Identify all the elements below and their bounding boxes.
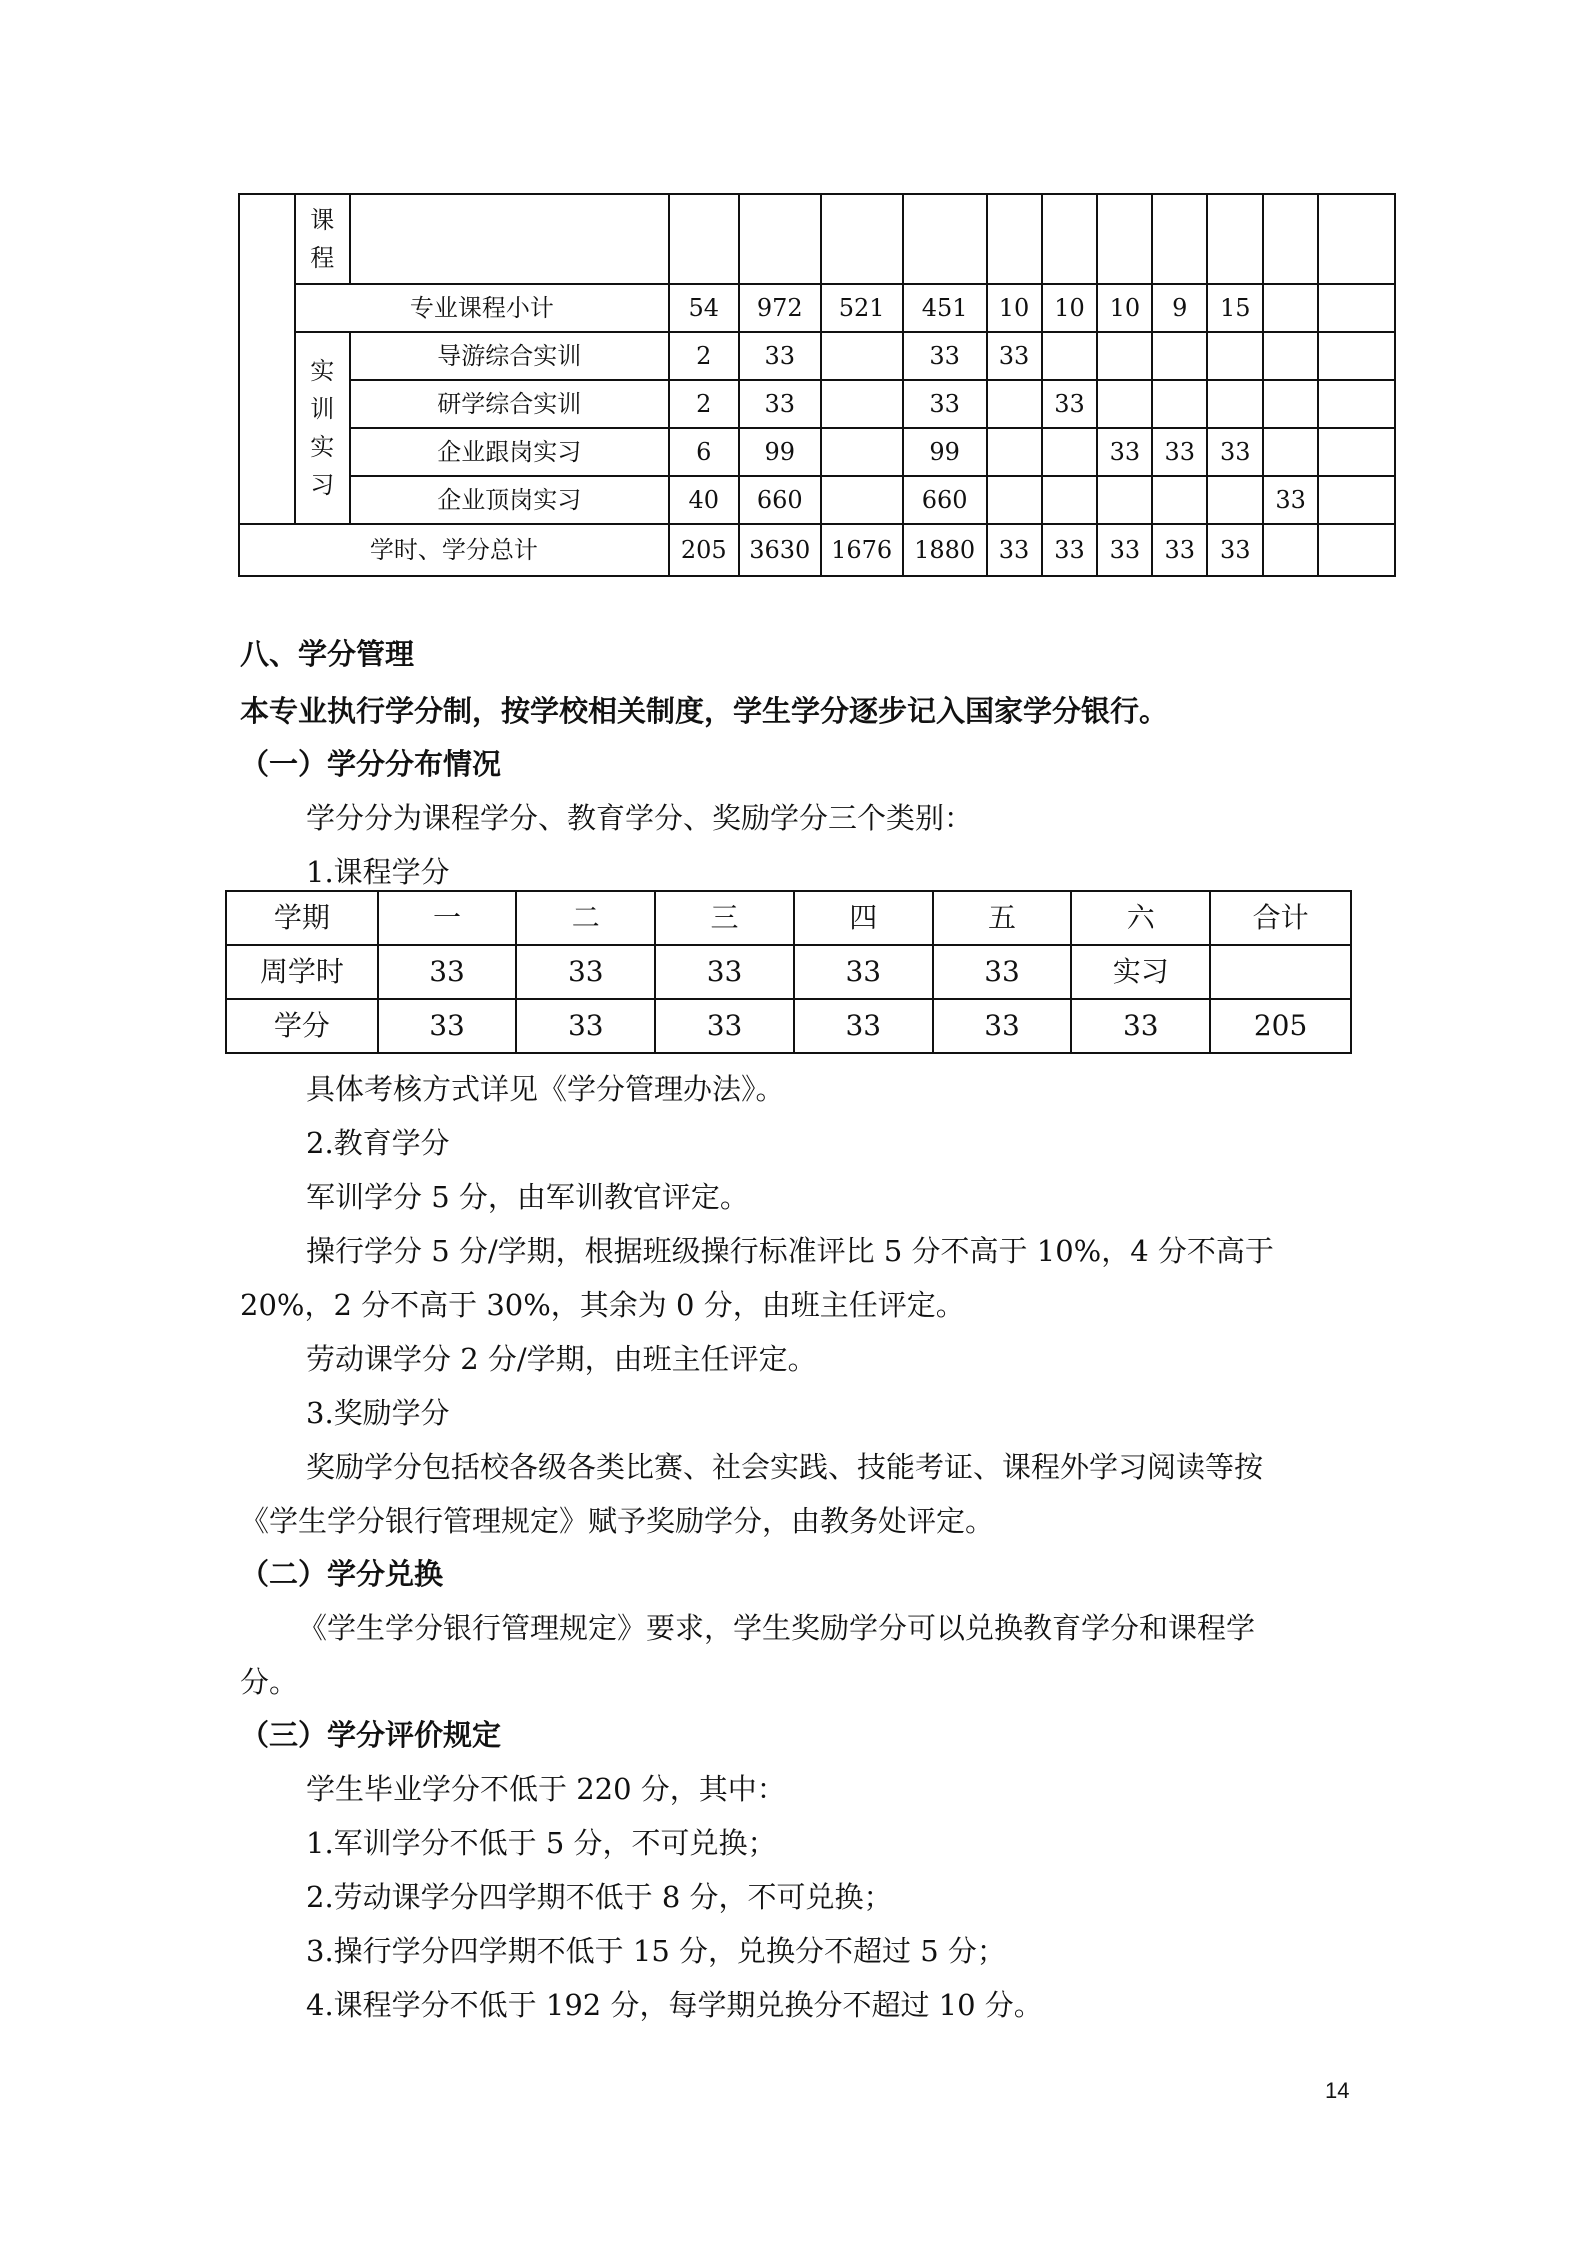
table-cell — [1263, 380, 1318, 428]
paragraph: 操行学分 5 分/学期，根据班级操行标准评比 5 分不高于 10%，4 分不高于 — [306, 1234, 1274, 1268]
row-label: 企业顶岗实习 — [350, 476, 669, 524]
list-item: 3.奖励学分 — [306, 1396, 450, 1430]
label-char: 课 — [310, 206, 335, 234]
table-cell: 33 — [794, 999, 933, 1053]
table-cell: 15 — [1207, 284, 1263, 332]
table-cell: 2 — [669, 380, 739, 428]
vertical-label — [295, 194, 350, 284]
paragraph: 奖励学分包括校各级各类比赛、社会实践、技能考证、课程外学习阅读等按 — [306, 1450, 1264, 1484]
table-cell: 1676 — [821, 524, 903, 576]
table-cell — [987, 476, 1042, 524]
table-cell — [1318, 524, 1395, 576]
table-header-row — [226, 891, 1351, 945]
table-cell — [669, 194, 739, 284]
table-cell: 33 — [1152, 524, 1207, 576]
table-cell — [1318, 194, 1395, 284]
header-cell: 二 — [516, 891, 655, 945]
paragraph: 学分分为课程学分、教育学分、奖励学分三个类别： — [306, 801, 974, 835]
table-cell: 54 — [669, 284, 739, 332]
table-cell: 33 — [739, 332, 821, 380]
paragraph: 《学生学分银行管理规定》要求，学生奖励学分可以兑换教育学分和课程学 — [298, 1611, 1256, 1645]
credit-distribution-table — [225, 890, 1352, 1054]
table-cell — [1152, 476, 1207, 524]
table-cell: 33 — [1071, 999, 1210, 1053]
table-cell — [350, 194, 669, 284]
table-cell — [1318, 428, 1395, 476]
label-char: 训 — [310, 395, 335, 423]
table-cell: 660 — [903, 476, 987, 524]
table-cell — [1042, 332, 1098, 380]
table-row — [239, 428, 1395, 476]
table-cell: 451 — [903, 284, 987, 332]
row-label: 学时、学分总计 — [239, 524, 669, 576]
table-cell: 33 — [655, 999, 794, 1053]
paragraph-continued: 《学生学分银行管理规定》赋予奖励学分，由教务处评定。 — [240, 1504, 995, 1538]
table-cell: 33 — [987, 332, 1042, 380]
table-cell: 33 — [1042, 524, 1098, 576]
header-cell: 合计 — [1210, 891, 1351, 945]
table-cell — [1042, 428, 1098, 476]
table-cell: 33 — [378, 999, 517, 1053]
course-hours-table — [238, 193, 1396, 577]
table-cell — [821, 332, 903, 380]
section-heading: 八、学分管理 — [240, 637, 415, 671]
table-cell — [1318, 284, 1395, 332]
table-cell: 660 — [739, 476, 821, 524]
list-item: 1.课程学分 — [306, 855, 450, 889]
table-cell — [987, 428, 1042, 476]
subsection-heading: （二）学分兑换 — [240, 1557, 444, 1591]
table-row — [239, 476, 1395, 524]
table-cell — [1207, 194, 1263, 284]
list-item: 1.军训学分不低于 5 分，不可兑换； — [306, 1826, 777, 1860]
table-cell — [739, 194, 821, 284]
table-cell: 学分 — [226, 999, 378, 1053]
table-cell: 33 — [933, 945, 1072, 999]
table-cell: 9 — [1152, 284, 1207, 332]
row-label: 导游综合实训 — [350, 332, 669, 380]
label-char: 实 — [310, 433, 335, 461]
table-row — [226, 945, 1351, 999]
header-cell: 三 — [655, 891, 794, 945]
table-cell: 33 — [987, 524, 1042, 576]
table-cell — [1152, 332, 1207, 380]
table-cell: 33 — [739, 380, 821, 428]
table-cell: 40 — [669, 476, 739, 524]
table-cell — [821, 428, 903, 476]
list-item: 3.操行学分四学期不低于 15 分，兑换分不超过 5 分； — [306, 1934, 1006, 1968]
table-cell: 33 — [903, 332, 987, 380]
table-row — [239, 194, 1395, 284]
table-cell — [1152, 194, 1207, 284]
table-cell — [1097, 332, 1152, 380]
paragraph: 劳动课学分 2 分/学期，由班主任评定。 — [306, 1342, 817, 1376]
table-cell: 33 — [1207, 428, 1263, 476]
row-label: 企业跟岗实习 — [350, 428, 669, 476]
table-cell — [1263, 428, 1318, 476]
table-cell: 99 — [739, 428, 821, 476]
table-cell — [1152, 380, 1207, 428]
table-cell — [1207, 380, 1263, 428]
paragraph: 学生毕业学分不低于 220 分，其中： — [306, 1772, 786, 1806]
table-cell — [1097, 194, 1152, 284]
list-item: 2.教育学分 — [306, 1126, 450, 1160]
header-cell: 六 — [1071, 891, 1210, 945]
table-cell: 33 — [516, 945, 655, 999]
table-cell — [1263, 332, 1318, 380]
list-item: 4.课程学分不低于 192 分，每学期兑换分不超过 10 分。 — [306, 1988, 1043, 2022]
table-cell: 33 — [1207, 524, 1263, 576]
table-cell — [239, 194, 295, 524]
table-cell — [1207, 332, 1263, 380]
intro-paragraph: 本专业执行学分制，按学校相关制度，学生学分逐步记入国家学分银行。 — [240, 694, 1169, 728]
table-cell: 实习 — [1071, 945, 1210, 999]
table-cell — [821, 476, 903, 524]
table-row — [226, 999, 1351, 1053]
table-cell — [821, 380, 903, 428]
table-cell — [1210, 945, 1351, 999]
vertical-label — [295, 332, 350, 524]
table-cell: 33 — [655, 945, 794, 999]
table-cell: 10 — [1042, 284, 1098, 332]
table-cell: 周学时 — [226, 945, 378, 999]
table-cell: 99 — [903, 428, 987, 476]
table-cell: 2 — [669, 332, 739, 380]
table-cell — [1097, 476, 1152, 524]
paragraph-continued: 分。 — [240, 1665, 299, 1699]
subsection-heading: （一）学分分布情况 — [240, 747, 502, 781]
header-cell: 五 — [933, 891, 1072, 945]
table-cell — [1263, 524, 1318, 576]
table-cell: 33 — [1097, 524, 1152, 576]
table-cell — [1207, 476, 1263, 524]
table-cell — [987, 194, 1042, 284]
table-cell: 33 — [903, 380, 987, 428]
table-cell: 33 — [1152, 428, 1207, 476]
label-char: 程 — [310, 244, 335, 272]
table-cell — [1042, 194, 1098, 284]
paragraph: 军训学分 5 分，由军训教官评定。 — [306, 1180, 749, 1214]
paragraph-continued: 20%，2 分不高于 30%，其余为 0 分，由班主任评定。 — [240, 1288, 965, 1322]
table-cell — [1318, 380, 1395, 428]
header-cell: 四 — [794, 891, 933, 945]
table-cell: 1880 — [903, 524, 987, 576]
table-cell — [1263, 194, 1318, 284]
table-cell — [821, 194, 903, 284]
table-cell: 33 — [1097, 428, 1152, 476]
table-cell — [1097, 380, 1152, 428]
table-cell: 10 — [1097, 284, 1152, 332]
table-cell: 10 — [987, 284, 1042, 332]
table-cell: 33 — [794, 945, 933, 999]
table-cell: 521 — [821, 284, 903, 332]
row-label: 专业课程小计 — [295, 284, 669, 332]
page-number: 14 — [1325, 2078, 1350, 2103]
table-cell: 33 — [1042, 380, 1098, 428]
subsection-heading: （三）学分评价规定 — [240, 1718, 502, 1752]
list-item: 2.劳动课学分四学期不低于 8 分，不可兑换； — [306, 1880, 893, 1914]
table-cell — [1042, 476, 1098, 524]
table-cell — [1263, 284, 1318, 332]
label-char: 实 — [310, 357, 335, 385]
subtotal-row — [239, 284, 1395, 332]
table-cell: 972 — [739, 284, 821, 332]
table-row — [239, 332, 1395, 380]
row-label: 研学综合实训 — [350, 380, 669, 428]
table-cell — [987, 380, 1042, 428]
header-cell: 学期 — [226, 891, 378, 945]
table-cell: 205 — [669, 524, 739, 576]
table-cell: 33 — [933, 999, 1072, 1053]
total-row — [239, 524, 1395, 576]
table-row — [239, 380, 1395, 428]
table-cell: 33 — [378, 945, 517, 999]
label-char: 习 — [310, 471, 335, 499]
table-cell — [1318, 476, 1395, 524]
table-cell: 205 — [1210, 999, 1351, 1053]
table-cell: 3630 — [739, 524, 821, 576]
table-cell — [1318, 332, 1395, 380]
table-cell: 33 — [516, 999, 655, 1053]
table-cell: 6 — [669, 428, 739, 476]
table-cell: 33 — [1263, 476, 1318, 524]
header-cell: 一 — [378, 891, 517, 945]
paragraph: 具体考核方式详见《学分管理办法》。 — [306, 1072, 785, 1106]
table-cell — [903, 194, 987, 284]
